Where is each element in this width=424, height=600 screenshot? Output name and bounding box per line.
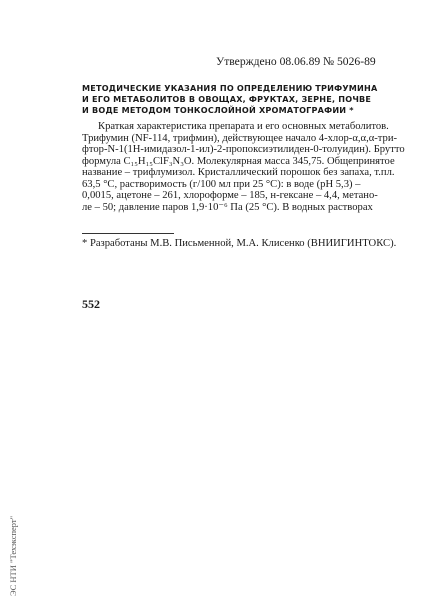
- body-line: название – трифлумизол. Кристаллический порошок без запаха, т.пл.: [82, 167, 395, 178]
- side-stamp: ЭС НТИ "Техэксперт": [8, 515, 18, 596]
- body-line: фтор-N-1(1Н-имидазол-1-ил)-2-пропоксиэтилиден-0-толуидин). Брутто: [82, 144, 405, 155]
- footnote: * Разработаны М.В. Письменной, М.А. Клисенко (ВНИИГИНТОКС).: [82, 238, 397, 249]
- title-line: МЕТОДИЧЕСКИЕ УКАЗАНИЯ ПО ОПРЕДЕЛЕНИЮ ТРИФУМИНА: [82, 83, 378, 93]
- body-line: Трифумин (NF-114, трифмин), действующее начало 4-хлор-α,α,α-три-: [82, 132, 398, 144]
- body-text: [82, 121, 405, 213]
- title-line: И ЕГО МЕТАБОЛИТОВ В ОВОЩАХ, ФРУКТАХ, ЗЕРНЕ, ПОЧВЕ: [82, 94, 372, 105]
- body-line: 0,0015, ацетоне – 261, хлороформе – 185, н-гексане – 4,4, метано-: [82, 190, 378, 201]
- title-line: И ВОДЕ МЕТОДОМ ТОНКОСЛОЙНОЙ ХРОМАТОГРАФИИ *: [82, 105, 354, 116]
- page-number: 552: [82, 297, 100, 311]
- body-line: Краткая характеристика препарата и его основных метаболитов.: [98, 121, 389, 132]
- body-line: 63,5 °С, растворимость (г/100 мл при 25 °С): в воде (pH 5,3) –: [82, 178, 361, 190]
- document-title: [82, 83, 402, 117]
- body-line: ле – 50; давление паров 1,9·10⁻⁶ Па (25 °С). В водных растворах: [82, 201, 373, 213]
- body-line: формула C₁₅H₁₅ClF₃N₃O. Молекулярная масса 345,75. Общепринятое: [82, 155, 395, 167]
- approval-note: Утверждено 08.06.89 № 5026-89: [216, 55, 376, 68]
- footnote-divider: [82, 233, 174, 234]
